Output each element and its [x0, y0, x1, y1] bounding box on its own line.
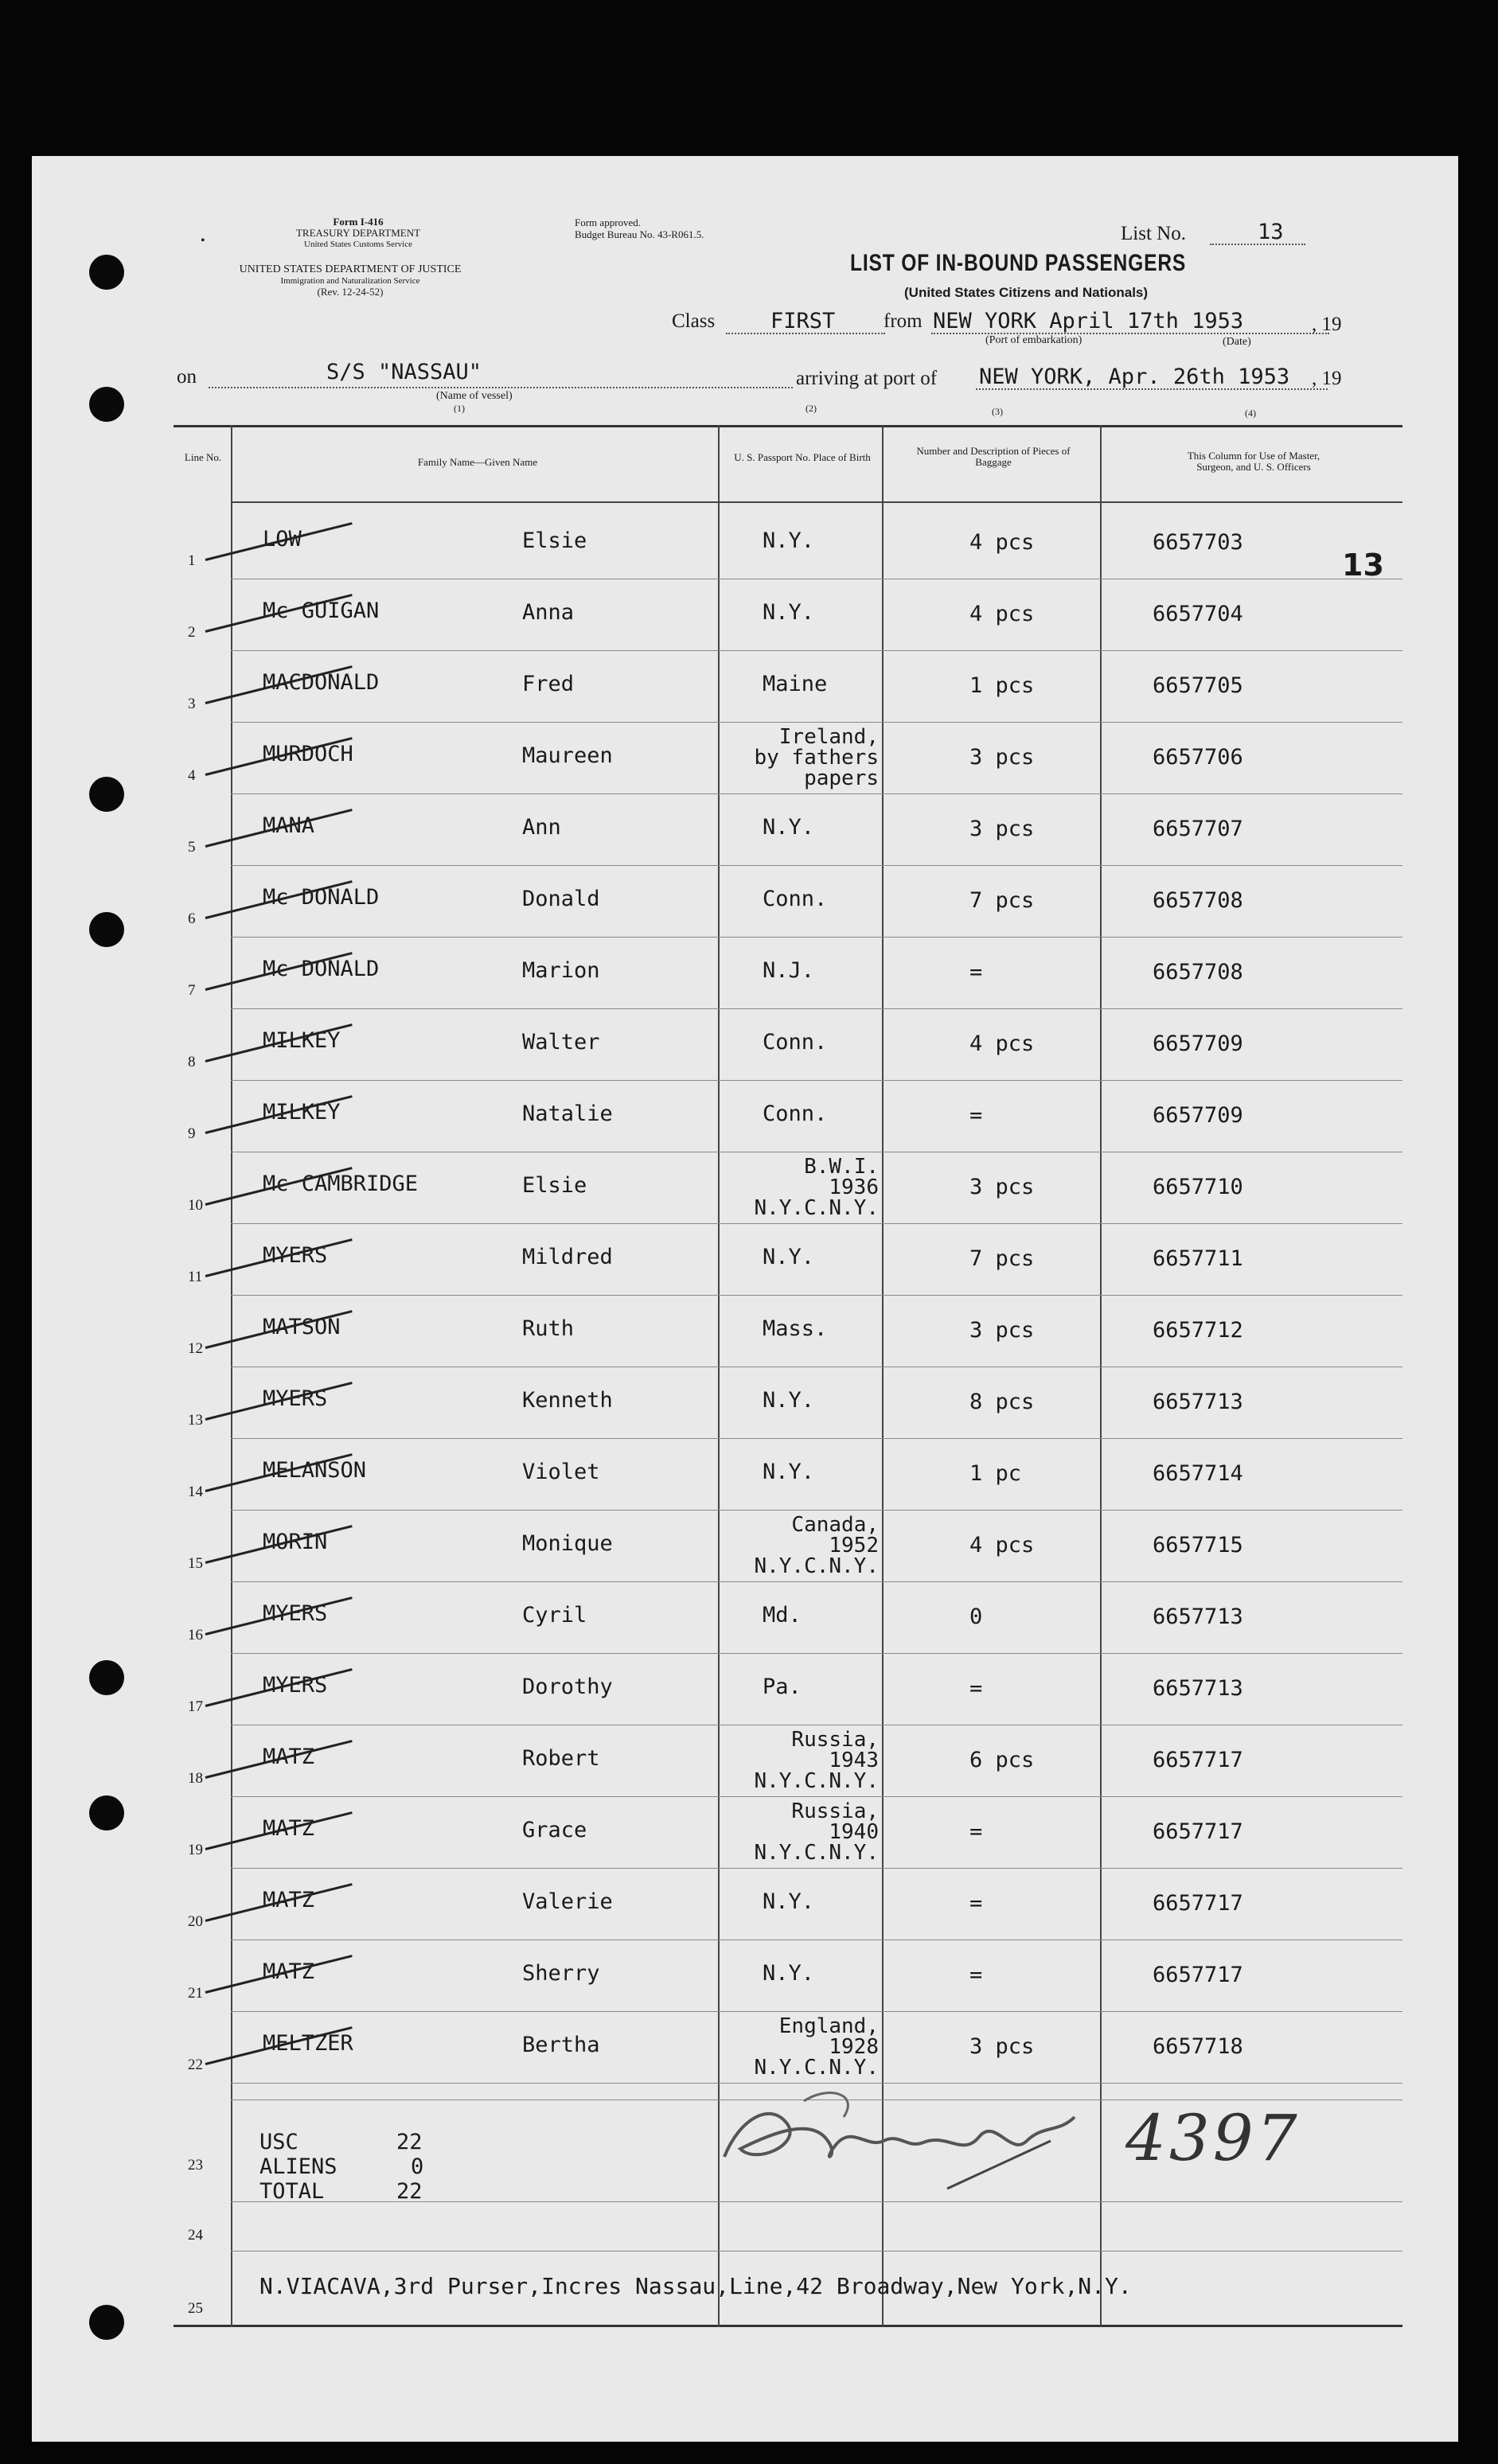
usc-label: USC [259, 2130, 298, 2154]
place-of-birth [754, 1801, 879, 1863]
officer-number: 6657713 [1153, 1676, 1243, 1701]
given-name: Walter [522, 1030, 600, 1055]
family-name: MYERS [263, 1386, 328, 1411]
table-row [174, 866, 1402, 937]
col-num-2: (2) [806, 403, 817, 414]
family-name: MATZ [263, 1959, 315, 1984]
given-name: Mildred [522, 1245, 613, 1269]
place-of-birth [763, 815, 814, 840]
line-number: 1 [188, 552, 196, 569]
year-suffix-2: , 19 [1312, 368, 1342, 389]
from-label: from [884, 310, 923, 332]
binder-hole [89, 1795, 124, 1830]
officer-number: 6657708 [1153, 888, 1243, 913]
arriving-value: NEW YORK, Apr. 26th 1953 [979, 365, 1290, 389]
baggage: = [969, 1103, 983, 1128]
page-title: LIST OF IN-BOUND PASSENGERS [850, 250, 1187, 276]
vessel-name: S/S "NASSAU" [326, 360, 482, 384]
family-name: MATZ [263, 1816, 315, 1841]
line-number: 18 [188, 1770, 203, 1787]
officer-number: 6657714 [1153, 1461, 1243, 1486]
on-label: on [177, 366, 197, 388]
table-row [174, 1009, 1402, 1080]
place-of-birth [763, 528, 814, 553]
line-number: 2 [188, 624, 196, 641]
class-value: FIRST [770, 309, 836, 333]
place-of-birth-line: N.Y.C.N.Y. [754, 2056, 879, 2080]
table-row [174, 794, 1402, 865]
baggage: 7 pcs [969, 888, 1035, 913]
total-count: 22 [396, 2179, 423, 2204]
given-name: Fred [522, 672, 575, 696]
baggage: 4 pcs [969, 1031, 1035, 1056]
given-name: Ann [522, 815, 561, 840]
line-number: 5 [188, 839, 196, 856]
officer-number: 6657707 [1153, 817, 1243, 841]
family-name: MANA [263, 813, 315, 838]
place-of-birth-line: N.Y. [763, 1889, 815, 1914]
table-row [174, 1582, 1402, 1653]
place-of-birth-line: Conn. [763, 1101, 828, 1126]
officer-number: 6657717 [1153, 1748, 1243, 1772]
place-of-birth [763, 1889, 814, 1914]
given-name: Kenneth [522, 1388, 613, 1413]
family-name: MYERS [263, 1673, 328, 1698]
line-number: 25 [188, 2300, 203, 2317]
justice-dept: UNITED STATES DEPARTMENT OF JUSTICE [239, 263, 462, 275]
table-row [174, 1439, 1402, 1510]
place-of-birth [763, 1316, 827, 1341]
officer-number: 6657710 [1153, 1175, 1243, 1199]
place-of-birth [754, 1515, 879, 1577]
given-name: Natalie [522, 1101, 613, 1126]
officer-number: 6657709 [1153, 1103, 1243, 1128]
officer-number: 6657705 [1153, 673, 1243, 698]
family-name: Mc DONALD [263, 957, 380, 981]
baggage: 4 pcs [969, 530, 1035, 555]
baggage: = [969, 1676, 983, 1701]
line-number: 4 [188, 767, 196, 784]
table-row [174, 1511, 1402, 1581]
place-of-birth [763, 1675, 802, 1699]
row-rule [231, 2251, 1402, 2252]
family-name: MURDOCH [263, 742, 353, 766]
family-name: MELANSON [263, 1458, 367, 1483]
place-of-birth-line: Conn. [763, 887, 828, 911]
form-number: Form I-416 [333, 216, 384, 228]
justice-block [175, 264, 525, 298]
family-name: MILKEY [263, 1028, 341, 1053]
header-rule [231, 501, 1402, 503]
table-row [174, 1081, 1402, 1152]
place-of-birth-line: 1936 [829, 1175, 879, 1199]
totals-block [259, 2130, 423, 2204]
port-embarkation-caption: (Port of embarkation) [985, 334, 1083, 346]
place-of-birth [763, 1603, 802, 1628]
place-of-birth-line: 1940 [829, 1820, 879, 1844]
table-row [174, 1725, 1402, 1796]
given-name: Dorothy [522, 1675, 613, 1699]
place-of-birth-line: 1943 [829, 1749, 879, 1772]
revision-date: (Rev. 12-24-52) [317, 286, 384, 298]
table-row [174, 1869, 1402, 1940]
binder-hole [89, 1660, 124, 1695]
table-row [174, 938, 1402, 1008]
place-of-birth-line: by fathers [754, 746, 879, 770]
table-row [174, 508, 1402, 579]
given-name: Bertha [522, 2033, 600, 2057]
row-rule [231, 2201, 1402, 2202]
header-line-no: Line No. [184, 451, 222, 463]
baggage: 0 [969, 1604, 983, 1629]
place-of-birth-line: N.Y. [763, 1460, 815, 1484]
table-row [174, 651, 1402, 722]
binder-hole [89, 387, 124, 422]
place-of-birth-line: N.Y. [763, 600, 815, 625]
family-name: LOW [263, 527, 302, 552]
given-name: Marion [522, 958, 600, 983]
place-of-birth-line: Maine [763, 672, 828, 696]
given-name: Grace [522, 1818, 587, 1842]
given-name: Maureen [522, 743, 613, 768]
officer-number: 6657711 [1153, 1246, 1243, 1271]
col-num-4: (4) [1245, 407, 1256, 419]
place-of-birth [763, 887, 827, 911]
line-number: 20 [188, 1913, 203, 1930]
year-suffix-1: , 19 [1312, 314, 1342, 335]
line-number: 19 [188, 1842, 203, 1858]
vessel-caption: (Name of vessel) [436, 390, 513, 402]
place-of-birth-line: N.J. [763, 958, 815, 983]
binder-hole [89, 912, 124, 947]
family-name: MATSON [263, 1315, 341, 1339]
place-of-birth-line: N.Y. [763, 1245, 815, 1269]
budget-bureau: Budget Bureau No. 43-R061.5. [575, 228, 704, 240]
line-number: 9 [188, 1125, 196, 1142]
place-of-birth-line: Canada, [791, 1513, 879, 1537]
officer-number: 6657715 [1153, 1533, 1243, 1558]
bullet-mark: • [201, 234, 205, 248]
place-of-birth-line: N.Y. [763, 815, 815, 840]
line-number: 12 [188, 1340, 203, 1357]
line-number: 7 [188, 982, 196, 999]
given-name: Cyril [522, 1603, 587, 1628]
list-no-label: List No. [1121, 223, 1186, 244]
place-of-birth-line: N.Y.C.N.Y. [754, 1554, 879, 1578]
officer-number: 6657717 [1153, 1963, 1243, 1987]
table-row [174, 1367, 1402, 1438]
place-of-birth [763, 672, 827, 696]
place-of-birth [754, 1156, 879, 1218]
baggage: 4 pcs [969, 1533, 1035, 1558]
officer-number: 6657717 [1153, 1891, 1243, 1916]
total-label: TOTAL [259, 2179, 325, 2204]
officer-number: 6657703 [1153, 530, 1243, 555]
table-row [174, 1296, 1402, 1367]
officer-number: 6657709 [1153, 1031, 1243, 1056]
list-no-value: 13 [1258, 220, 1284, 244]
binder-hole [89, 2305, 124, 2340]
given-name: Sherry [522, 1961, 600, 1986]
baggage: = [969, 1819, 983, 1844]
officer-number: 6657704 [1153, 602, 1243, 626]
place-of-birth-line: Conn. [763, 1030, 828, 1055]
header-passport: U. S. Passport No. Place of Birth [734, 451, 871, 463]
place-of-birth [763, 600, 814, 625]
baggage: 3 pcs [969, 745, 1035, 770]
table-row [174, 1940, 1402, 2011]
place-of-birth [763, 1101, 827, 1126]
place-of-birth-line: Ireland, [778, 725, 879, 749]
place-of-birth-line: B.W.I. [804, 1155, 879, 1179]
place-of-birth [763, 1030, 827, 1055]
baggage: 1 pc [969, 1461, 1022, 1486]
class-label: Class [672, 310, 716, 332]
date-caption: (Date) [1223, 336, 1251, 348]
place-of-birth [763, 1388, 814, 1413]
line-number: 10 [188, 1197, 203, 1214]
approval-block [575, 216, 704, 240]
place-of-birth-line: Pa. [763, 1675, 802, 1699]
aliens-label: ALIENS [259, 2154, 337, 2179]
customs-service: United States Customs Service [304, 240, 412, 249]
baggage: 6 pcs [969, 1748, 1035, 1772]
given-name: Monique [522, 1531, 613, 1556]
place-of-birth-line: 1952 [829, 1534, 879, 1558]
arriving-label: arriving at port of [796, 368, 938, 389]
line-number: 17 [188, 1698, 203, 1715]
given-name: Violet [522, 1460, 600, 1484]
table-row [174, 579, 1402, 650]
given-name: Elsie [522, 1173, 587, 1198]
given-name: Valerie [522, 1889, 613, 1914]
line-number: 21 [188, 1985, 203, 2002]
place-of-birth [754, 1729, 879, 1791]
place-of-birth [763, 958, 814, 983]
officer-number: 6657712 [1153, 1318, 1243, 1343]
given-name: Robert [522, 1746, 600, 1771]
place-of-birth [754, 727, 879, 789]
baggage: = [969, 1963, 983, 1987]
officer-number: 6657717 [1153, 1819, 1243, 1844]
table-row [174, 1654, 1402, 1725]
baggage: = [969, 960, 983, 984]
place-of-birth-line: Russia, [791, 1728, 879, 1752]
baggage: = [969, 1891, 983, 1916]
baggage: 3 pcs [969, 817, 1035, 841]
line-number: 23 [188, 2157, 203, 2174]
family-name: Mc CAMBRIDGE [263, 1172, 419, 1196]
officer-number: 6657718 [1153, 2034, 1243, 2059]
place-of-birth-line: N.Y.C.N.Y. [754, 1841, 879, 1865]
family-name: MATZ [263, 1888, 315, 1912]
baggage: 3 pcs [969, 2034, 1035, 2059]
family-name: Mc GUIGAN [263, 598, 380, 623]
place-of-birth-line: Russia, [791, 1799, 879, 1823]
line-number: 24 [188, 2227, 203, 2244]
line-number: 16 [188, 1627, 203, 1643]
given-name: Anna [522, 600, 575, 625]
usc-count: 22 [396, 2130, 423, 2154]
handwritten-note: 4397 [1125, 2101, 1301, 2175]
place-of-birth-line: papers [804, 766, 879, 790]
family-name: MACDONALD [263, 670, 380, 695]
header-name: Family Name—Given Name [417, 456, 538, 468]
col-num-3: (3) [992, 406, 1003, 417]
family-name: MYERS [263, 1601, 328, 1626]
form-approved: Form approved. [575, 216, 642, 228]
header-officers: This Column for Use of Master, Surgeon, and U. S. Officers [1187, 450, 1321, 473]
place-of-birth-line: N.Y.C.N.Y. [754, 1769, 879, 1793]
family-name: MORIN [263, 1530, 328, 1554]
place-of-birth-line: Md. [763, 1603, 802, 1628]
baggage: 3 pcs [969, 1318, 1035, 1343]
aliens-count: 0 [411, 2154, 424, 2179]
given-name: Donald [522, 887, 600, 911]
line-number: 15 [188, 1555, 203, 1572]
place-of-birth-line: N.Y. [763, 1388, 815, 1413]
header-baggage: Number and Description of Pieces of Baggage [916, 445, 1071, 468]
given-name: Elsie [522, 528, 587, 553]
purser-signature-line: N.VIACAVA,3rd Purser,Incres Nassau,Line,42 Broadway,New York,N.Y. [259, 2273, 1132, 2299]
line-number: 11 [188, 1269, 203, 1285]
table-row [174, 1152, 1402, 1223]
family-name: MILKEY [263, 1100, 341, 1125]
place-of-birth [763, 1961, 814, 1986]
place-of-birth-line: N.Y. [763, 1961, 815, 1986]
baggage: 4 pcs [969, 602, 1035, 626]
place-of-birth-line: N.Y.C.N.Y. [754, 1196, 879, 1220]
ins-service: Immigration and Naturalization Service [280, 276, 420, 286]
family-name: MATZ [263, 1745, 315, 1769]
officer-number: 6657713 [1153, 1390, 1243, 1414]
family-name: MYERS [263, 1243, 328, 1268]
line-number: 8 [188, 1054, 196, 1070]
officer-number: 6657706 [1153, 745, 1243, 770]
line-number: 6 [188, 910, 196, 927]
place-of-birth-line: N.Y. [763, 528, 815, 553]
officer-number: 6657713 [1153, 1604, 1243, 1629]
page-number-stamp: 13 [1342, 548, 1384, 583]
line-number: 3 [188, 696, 196, 712]
given-name: Ruth [522, 1316, 575, 1341]
form-agency-block [239, 216, 478, 250]
page-subtitle: (United States Citizens and Nationals) [904, 285, 1149, 300]
place-of-birth [763, 1245, 814, 1269]
col-num-1: (1) [454, 403, 465, 414]
binder-hole [89, 777, 124, 812]
line-number: 22 [188, 2057, 203, 2073]
binder-hole [89, 255, 124, 290]
line-number: 14 [188, 1483, 203, 1500]
baggage: 7 pcs [969, 1246, 1035, 1271]
vessel-line [209, 387, 793, 388]
place-of-birth-line: Mass. [763, 1316, 828, 1341]
place-of-birth-line: England, [778, 2014, 879, 2038]
treasury-dept: TREASURY DEPARTMENT [295, 227, 421, 239]
table-row [174, 1224, 1402, 1295]
place-of-birth-line: 1928 [829, 2035, 879, 2059]
baggage: 3 pcs [969, 1175, 1035, 1199]
family-name: Mc DONALD [263, 885, 380, 910]
table-row [174, 723, 1402, 793]
baggage: 1 pcs [969, 673, 1035, 698]
family-name: MELTZER [263, 2031, 353, 2056]
officer-number: 6657708 [1153, 960, 1243, 984]
table-row [174, 1797, 1402, 1868]
place-of-birth [763, 1460, 814, 1484]
line-number: 13 [188, 1412, 203, 1429]
from-value: NEW YORK April 17th 1953 [933, 309, 1244, 333]
baggage: 8 pcs [969, 1390, 1035, 1414]
